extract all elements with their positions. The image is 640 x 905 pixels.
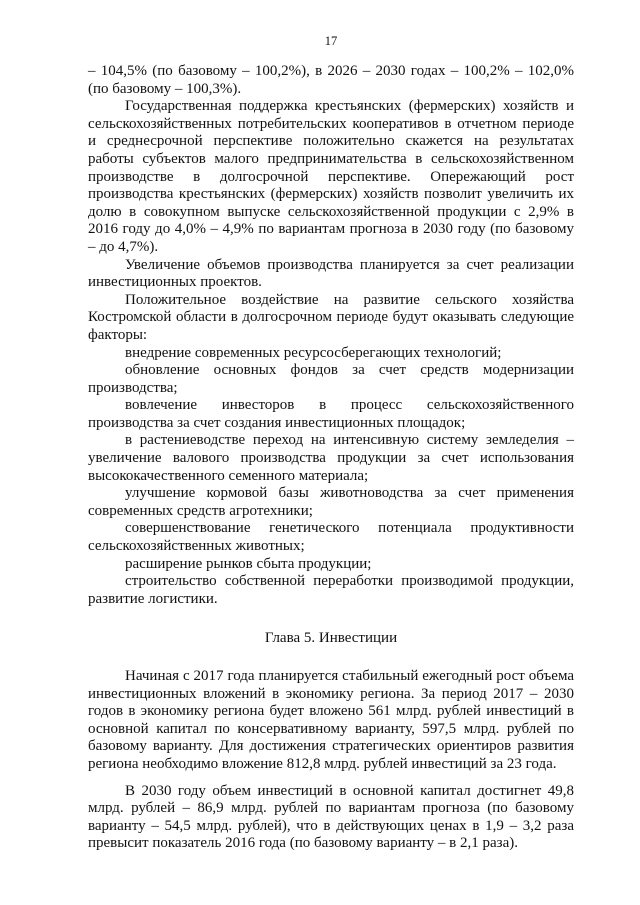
list-item: расширение рынков сбыта продукции; [125, 555, 372, 572]
paragraph: Начиная с 2017 года планируется стабильный ежегодный рост объема инвестиционных вложений в экономику региона. За период 2017 – 2030 годов в экономику региона будет вложено 561 млрд. рублей инвестиций в основной капитал по консервативному варианту, 597,5 млрд. рублей по базовому варианту. Для достижения стратегических ориентиров развития региона необходимо вложение 812,8 млрд. рублей инвестиций за 23 года. [88, 668, 574, 772]
paragraph: В 2030 году объем инвестиций в основной капитал достигнет 49,8 млрд. рублей – 86,9 млрд. рублей по вариантам прогноза (по базовому варианту – 54,5 млрд. рублей), что в действующих ценах в 1,9 – 3,2 раза превысит показатель 2016 года (по базовому варианту – в 2,1 раза). [88, 782, 574, 852]
list-item: вовлечение инвесторов в процесс сельскохозяйственного производства за счет создания инвестиционных площадок; [88, 397, 574, 431]
list-item: внедрение современных ресурсосберегающих технологий; [125, 344, 502, 361]
list-item: в растениеводстве переход на интенсивную систему земледелия – увеличение валового производства продукции за счет использования высококачественного семенного материала; [88, 432, 574, 484]
list-item: совершенствование генетического потенциала продуктивности сельскохозяйственных животных; [88, 520, 574, 555]
paragraph: Государственная поддержка крестьянских (фермерских) хозяйств и сельскохозяйственных потребительских кооперативов в отчетном периоде и среднесрочной перспективе положительно скажется на результатах работы субъектов малого предпринимательства в сельскохозяйственном производстве в долгосрочной перспективе. Опережающий рост производства крестьянских (фермерских) хозяйств позволит увеличить их долю в совокупном выпуске сельскохозяйственной продукции с 2,9% в 2016 году до 4,0% – 4,9% по вариантам прогноза в 2030 году (по базовому – до 4,7%). [88, 98, 574, 255]
list-item: строительство собственной переработки производимой продукции, развитие логистики. [88, 573, 574, 607]
paragraph: – 104,5% (по базовому – 100,2%), в 2026 – 2030 годах – 100,2% – 102,0% (по базовому – 100,3%). [88, 63, 574, 97]
page-number: 17 [324, 34, 338, 48]
paragraph: Положительное воздействие на развитие сельского хозяйства Костромской области в долгосрочном периоде будут оказывать следующие факторы: [88, 291, 574, 343]
paragraph: Увеличение объемов производства планируется за счет реализации инвестиционных проектов. [88, 256, 574, 291]
list-item: улучшение кормовой базы животноводства за счет применения современных средств агротехники; [88, 485, 574, 519]
chapter-heading: Глава 5. Инвестиции [264, 630, 398, 647]
list-item: обновление основных фондов за счет средств модернизации производства; [88, 362, 574, 396]
